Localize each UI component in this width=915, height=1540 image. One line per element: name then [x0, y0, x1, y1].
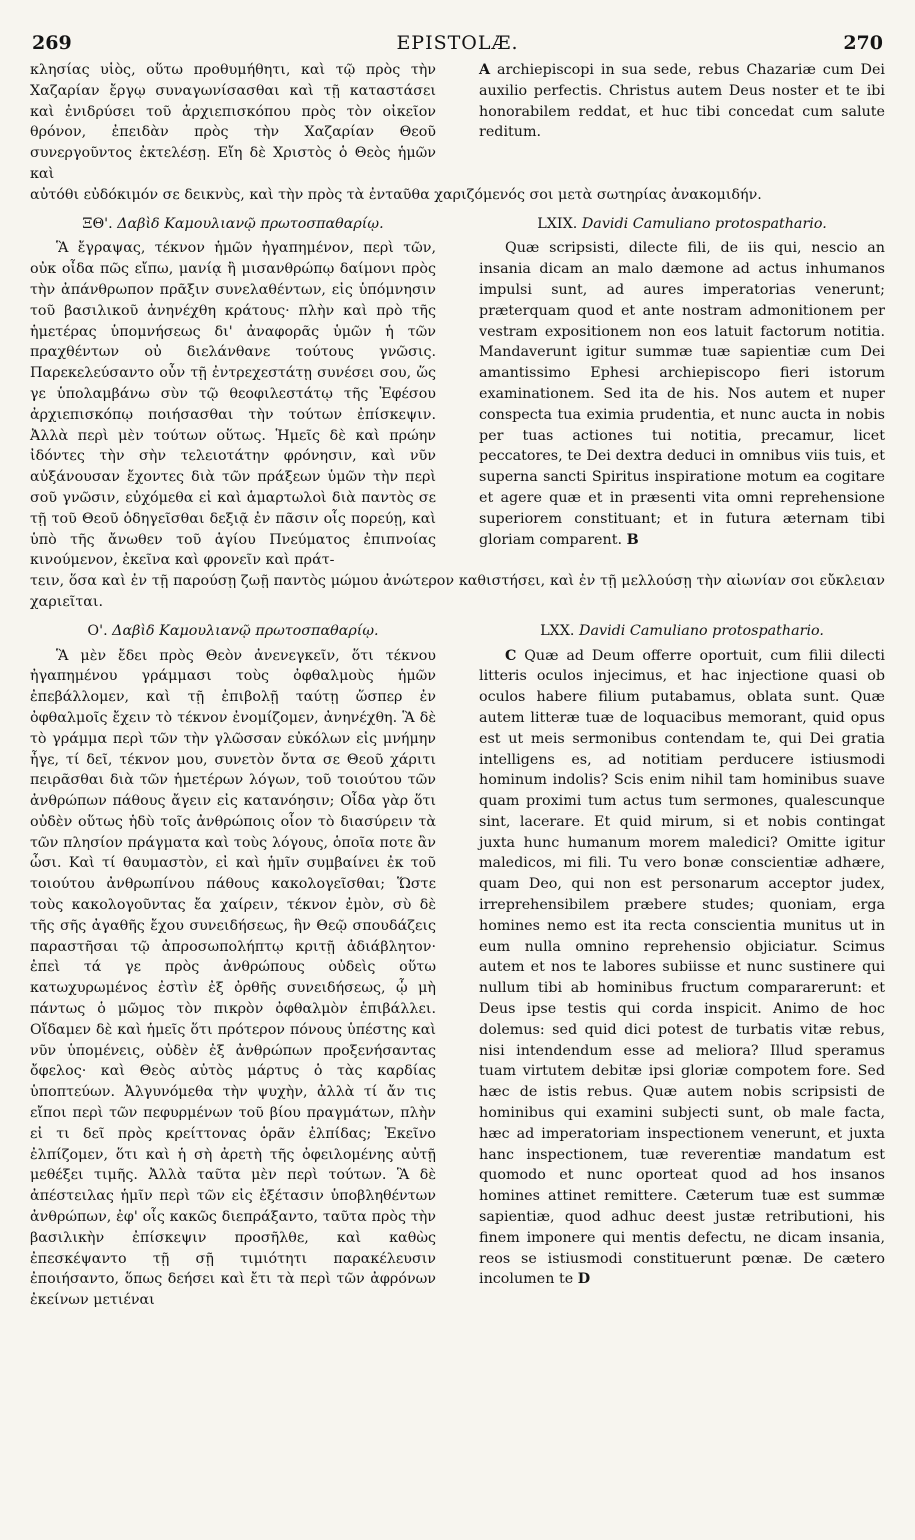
- margin-marker-a: A: [479, 62, 491, 78]
- greek-text-70: Ἃ μὲν ἔδει πρὸς Θεὸν ἀνενεγκεῖν, ὅτι τέκνου ἠγαπημένου γράμμασι τοὺς ὀφθαλμοὺς ἡμῶν ἐπεβάλλομεν, καὶ τῇ ἐπιβολῇ ταύτῃ ὥσπερ ἐν ὀφθαλμοῖς ἔχειν τὸ τέκνον ἐνομίζομεν, ἀνηνέχθη. Ἃ δὲ τὸ γράμμα περὶ τῶν τὴν γλῶσσαν εὐκόλων εἰς μνήμην ἦγε, τί δεῖ, τέκνον μου, συνετὸν ὄντα σε Θεοῦ χάριτι πειρᾶσθαι διὰ τῶν ἡμετέρων λόγων, τοῦ τοιούτου τῶν ἀνθρώπων πάθους ἄγειν εἰς κατανόησιν; Οἶδα γὰρ ὅτι οὐδὲν οὕτως ἡδὺ τοῖς ἀνθρώποις οἷον τὸ διασύρειν τὰ τῶν πλησίον πράγματα καὶ τοὺς λόγους, ὁποῖα ποτε ἂν ὦσι. Καὶ τί θαυμαστὸν, εἰ καὶ ἡμῖν συμβαίνει ἐκ τοῦ τοιούτου ἀνθρωπίνου πάθους κακολογεῖσθαι; Ὥστε τοὺς κακολογοῦντας ἔα χαίρειν, τέκνον ἐμὸν, σὺ δὲ τῆς σῆς ἀγαθῆς ἔχου συνειδήσεως, ἣν Θεῷ σπουδάζεις παραστῆσαι τῷ ἀπροσωπολήπτῳ κριτῇ ἀδιάβλητον· ἐπεὶ τά γε πρὸς ἀνθρώπους οὐδεὶς οὕτω κατωχυρωμένος ἐστὶν ἐξ ὀρθῆς συνειδήσεως, ᾧ μὴ πάντως ὁ μῶμος τὸν πικρὸν ὀφθαλμὸν ἐπιβάλλει. Οἴδαμεν δὲ καὶ ἡμεῖς ὅτι πρότερον πόνους ὑπέστης καὶ νῦν ὑπομένεις, οὐδὲν ἐξ ἀνθρώπων προξενήσαντας ὄφελος· καὶ Θεὸς αὐτὸς μάρτυς ὁ τὰς καρδίας ὑποπτεύων. Ἀλγυνόμεθα τὴν ψυχὴν, ἀλλὰ τί ἄν τις εἴποι περὶ τῶν πεφυρμένων τοῦ βίου πραγμάτων, πλὴν εἰ τι δεῖ πρὸς κρείττονας ὁρᾶν ἐλπίδας; Ἐκεῖνο ἐλπίζομεν, ὅτι καὶ ἡ σὴ ἀρετὴ τῆς ὀφειλομένης αὐτῇ μεθέξει τιμῆς. Ἀλλὰ ταῦτα μὲν περὶ τούτων. Ἃ δὲ ἀπέστειλας ἡμῖν περὶ τῶν εἰς ἐξέτασιν ὑποβληθέντων ἀνθρώπων, ἐφ' οἷς κακῶς διεπράξαντο, ταῦτα πρὸς τὴν βασιλικὴν ἐπίσκεψιν προσῆλθε, καὶ καθὼς ἐπεσκέψαντο τῇ σῇ τιμιότητι παρακέλευσιν ἐποιήσαντο, ὅπως δεήσει καὶ ἔτι τὰ περὶ τῶν ἀφρόνων ἐκείνων μετιέναι: [30, 647, 436, 1309]
- margin-marker-b: B: [626, 531, 639, 548]
- greek-heading-70: Ο'. Δαβὶδ Καμουλιανῷ πρωτοσπαθαρίῳ.: [87, 622, 379, 639]
- greek-text-top: κλησίας υἱὸς, οὕτω προθυμήθητι, καὶ τῷ πρὸς τὴν Χαζαρίαν ἔργῳ συναγωνίσασθαι καὶ τῇ καταστάσει καὶ ἐνιδρύσει τοῦ ἀρχιεπισκόπου πρὸς τὸν οἰκεῖον θρόνον, ἐπειδὰν πρὸς τὴν Χαζαρίαν Θεοῦ συνεργοῦντος ἐκτελέσῃ. Εἴη δὲ Χριστὸς ὁ Θεὸς ἡμῶν καὶ: [30, 62, 436, 182]
- greek-spanning-line-69: τειν, ὅσα καὶ ἐν τῇ παρούσῃ ζωῇ παντὸς μώμου ἀνώτερον καθιστήσει, καὶ ἐν τῇ μελλούσῃ τὴν αἰωνίαν σοι εὔκλειαν χαριεῖται.: [30, 573, 885, 610]
- running-header: [30, 28, 885, 60]
- letter-69: [30, 212, 885, 572]
- greek-spanning-line-top: αὐτόθι εὐδόκιμόν σε δεικνὺς, καὶ τὴν πρὸς τὰ ἐνταῦθα χαριζόμενός σοι μετὰ σωτηρίας ἀνακομιδήν.: [30, 186, 762, 203]
- greek-heading-69: ΞΘ'. Δαβὶδ Καμουλιανῷ πρωτοσπαθαρίῳ.: [82, 215, 384, 232]
- greek-column-70: [30, 619, 440, 1311]
- page-number-right: 270: [843, 32, 883, 54]
- latin-text-70: Quæ ad Deum offerre oportuit, cum filii dilecti litteris oculos injecimus, et hac injectione quasi ob oculos habere filium putabamus, oblata sunt. Quæ autem litteræ tuæ de loquacibus memorant, quid opus est ut meis sermonibus contendam te, qui Dei gratia intelligens es, ad notitiam perducere istiusmodi hominum indolis? Scis enim nihil tam hominibus suave quam proximi tum actus tum sermones, qualescunque sint, lacerare. Et quid mirum, si et nobis contingat juxta hunc humanum morem maledici? Omitte igitur maledicos, mi fili. Tu vero bonæ conscientiæ adhære, quam Deo, qui non est personarum acceptor judex, irreprehensibilem præbere studes; quoniam, erga homines nemo est ita recta conscientia munitus ut in eum nulla omnino reprehensio objiciatur. Scimus autem et nos te labores subiisse et nunc sustinere qui nullum tibi ab hominibus fructum compararerunt: et Deus ipse testis qui corda inspicit. Animo de hoc dolemus: sed quid dici potest de turbatis vitæ rebus, nisi intendendum esse ad meliora? Illud speramus tuam virtutem debitæ ipsi gloriæ compotem fore. Sed hæc de istis rebus. Quæ autem nobis scripsisti de hominibus qui examini subjecti sunt, ob male facta, hæc ad imperatoriam inspectionem venerunt, et juxta hanc inspectionem, tuæ reverentiæ mandatum est quomodo et nunc oporteat quod ad hos insanos homines attinet remittere. Cæterum tuæ est summæ sapientiæ, quod adhuc deest justæ retributioni, his finem imponere qui mentis defectu, ne dicam insania, reos se istiusmodi constituerunt pœnæ. De cætero incolumen te: [479, 647, 886, 1288]
- latin-text-top: archiepiscopi in sua sede, rebus Chazariæ cum Dei auxilio perfectis. Christus autem Deus noster et te ibi honorabilem reddat, et huc tibi concedat cum salute reditum.: [479, 62, 885, 141]
- greek-column-69: [30, 212, 440, 572]
- page: [30, 28, 885, 1518]
- greek-text-69: Ἃ ἔγραψας, τέκνον ἡμῶν ἠγαπημένον, περὶ τῶν, οὐκ οἶδα πῶς εἴπω, μανίᾳ ἢ μισανθρώπῳ δαίμονι πρὸς τὴν ἀπάνθρωπον πρᾶξιν συνελαθέντων, εἰς ὑπόμνησιν τοῦ βασιλικοῦ ἀνηνέχθη κράτους· πλὴν καὶ πρὸ τῆς ἡμετέρας ὑπομνήσεως δι' ἀναφορᾶς ὑμῶν ἡ τῶν πραχθέντων οὐ διελάνθανε τούτους γνῶσις. Παρεκελεύσαντο οὖν τῇ ἐντρεχεστάτῃ συνέσει σου, ὥς γε ὑπολαμβάνω σὺν τῷ θεοφιλεστάτῳ τῆς Ἐφέσου ἀρχιεπισκόπῳ ποιήσασθαι τὴν τούτων ἐπίσκεψιν. Ἀλλὰ περὶ μὲν τούτων οὕτως. Ἡμεῖς δὲ καὶ πρώην ἰδόντες τὴν σὴν τελειοτάτην φρόνησιν, καὶ νῦν αὐξάνουσαν ἔχοντες διὰ τῶν πράξεων ὑμῶν τὴν περὶ σοῦ γνῶσιν, εὐχόμεθα εἰ καὶ ἁμαρτωλοὶ διὰ παντὸς σε τῇ τοῦ Θεοῦ ὁδηγεῖσθαι δεξιᾷ ἐν πᾶσιν οἷς πορεύῃ, καὶ ὑπὸ τῆς ἄνωθεν τοῦ ἁγίου Πνεύματος ἐπιπνοίας κινούμενον, ἐκεῖνα καὶ φρονεῖν καὶ πράτ-: [30, 240, 436, 569]
- latin-column-69: [475, 212, 885, 572]
- latin-text-69: Quæ scripsisti, dilecte fili, de iis qui, nescio an insania dicam an malo dæmone ad actus inhumanos impulsi sunt, ad aures imperatorias venerunt; præterquam quod et ante nostram admonitionem per vestram expositionem non eos latuit factorum notitia. Mandaverunt igitur summæ tuæ sapientiæ cum Dei amantissimo Ephesi archiepiscopo fieri istorum examinationem. Sed ita de his. Nos autem et nuper conspecta tua eximia prudentia, et nunc aucta in nobis per tuas actiones tui notitia, precamur, licet peccatores, te Dei dextra deduci in omnibus viis tuis, et superna sancti Spiritus inspiratione motum ea cogitare et agere quæ et in præsenti vita omni reprehensione superiorem constituant; et in futura æternam tibi gloriam comparent.: [479, 240, 885, 548]
- latin-heading-70: LXX. Davidi Camuliano protospathario.: [540, 622, 824, 639]
- running-title: EPISTOLÆ.: [396, 32, 519, 54]
- latin-heading-69: LXIX. Davidi Camuliano protospathario.: [537, 215, 827, 232]
- latin-column-70: [475, 619, 885, 1311]
- margin-marker-d: D: [577, 1271, 591, 1288]
- top-continuation: [30, 60, 885, 185]
- latin-column-top: [475, 60, 885, 185]
- greek-column-top: [30, 60, 440, 185]
- letter-70: [30, 619, 885, 1311]
- page-number-left: 269: [32, 32, 72, 54]
- margin-marker-c: C: [505, 647, 517, 664]
